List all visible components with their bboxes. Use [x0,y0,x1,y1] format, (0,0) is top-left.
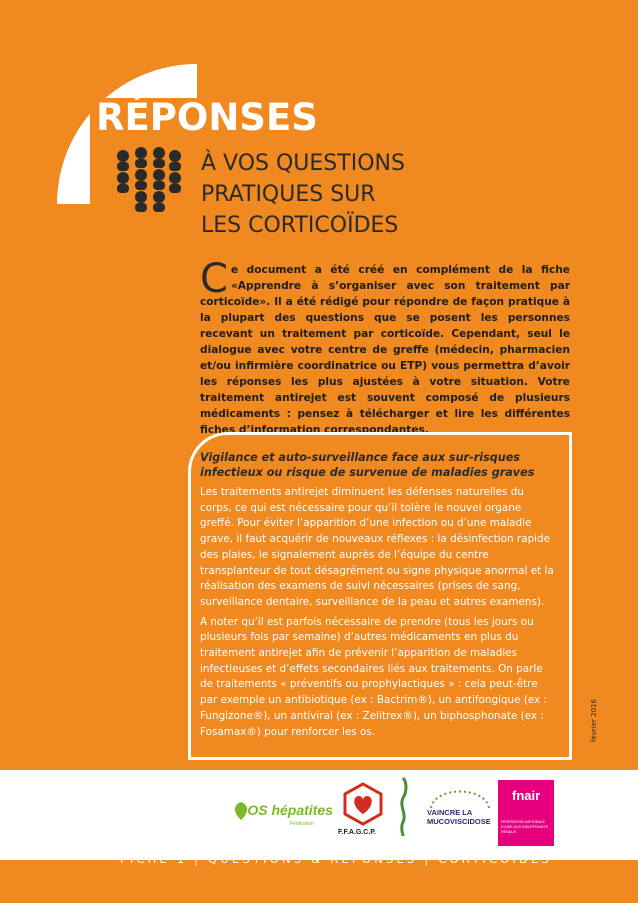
vigilance-title: Vigilance et auto-surveillance face aux sur-risques infectieux ou risque de survenue de maladies graves [200,451,535,479]
subtitle [201,148,521,241]
date-label: février 2016 [590,699,598,742]
subtitle-line-2: PRATIQUES SUR [201,182,376,207]
page-title: RÉPONSES [96,96,318,139]
logo-sos-hepatites [230,798,333,828]
person-icon [117,150,129,171]
subtitle-line-3: LES CORTICOÏDES [201,213,399,238]
fnair-text: FÉDÉRATION NATIONALE D’AIDE AUX INSUFFISANTS RÉNAUX [501,820,548,834]
footer: FICHE 1 | QUESTIONS & REPONSES | CORTICOÏDES [120,852,553,866]
vigilance-paragraph-2: A noter qu’il est parfois nécessaire de prendre (tous les jours ou plusieurs fois par semaine) d’autres médicaments en plus du traitement antirejet afin de prévenir l’apparition de maladies infectieuses et d’effets secondaires liés aux traitements. On parle de traitements « préventifs ou prophylactiques » : cela peut-être par exemple un antibiotique (ex : Bactrim®), un antifongique (ex : Fungizone®), un antiviral (ex : Zelitrex®), un biphosphonate (ex : Fosamax®) pour renforcer les os. [200,615,548,738]
people-icon [113,146,185,216]
ffagcp-text: F.F.A.G.C.P. [338,829,376,836]
intro-paragraph [200,256,570,438]
ffagcp-heart-icon [341,782,385,826]
partner-logos [0,770,638,860]
figure-icon [395,776,411,838]
logo-fnair [498,780,556,846]
logo-ffagcp [338,782,388,842]
drop-cap: C [200,256,228,302]
sos-text: SOS hépatites [238,802,333,818]
vigilance-content [200,450,556,744]
logo-vaincre-mucoviscidose [425,778,495,842]
vaincre-arc-icon [425,778,495,812]
vigilance-paragraph-1: Les traitements antirejet diminuent les défenses naturelles du corps, ce qui est nécessaire pour qu’il tolère le nouvel organe greffé. Pour éviter l’apparition d’une infection ou d’une maladie grave, il faut acquérir de nouveaux réflexes : la désinfection rapide des plaies, le signalement auprès de l’équipe du centre transplanteur de tout désagrément ou signe physique anormal et la réalisation des examens de suivi nécessaires (prises de sang, surveillance dentaire, surveillance de la peau et autres examens). [200,486,554,608]
intro-text: e document a été créé en complément de la fiche «Apprendre à s’organiser avec son traitement par corticoïde». Il a été rédigé pour répondre de façon pratique à la plupart des questions que se posent les personnes recevant un traitement par corticoïde. Cependant, seul le dialogue avec votre centre de greffe (médecin, pharmacien et/ou infirmière coordinatrice ou ETP) vous permettra d’avoir les réponses les plus ajustées à votre situation. Votre traitement antirejet est souvent composé de plusieurs médicaments : pensez à télécharger et lire les différentes fiches d’information correspondantes. [200,264,570,436]
subtitle-line-1: À VOS QUESTIONS [201,151,405,176]
logo-figure [395,776,411,838]
fnair-mark: fnair [512,788,541,803]
vaincre-text: VAINCRE LA MUCOVISCIDOSE [427,808,491,826]
sos-subtext: Fédération [290,821,314,827]
